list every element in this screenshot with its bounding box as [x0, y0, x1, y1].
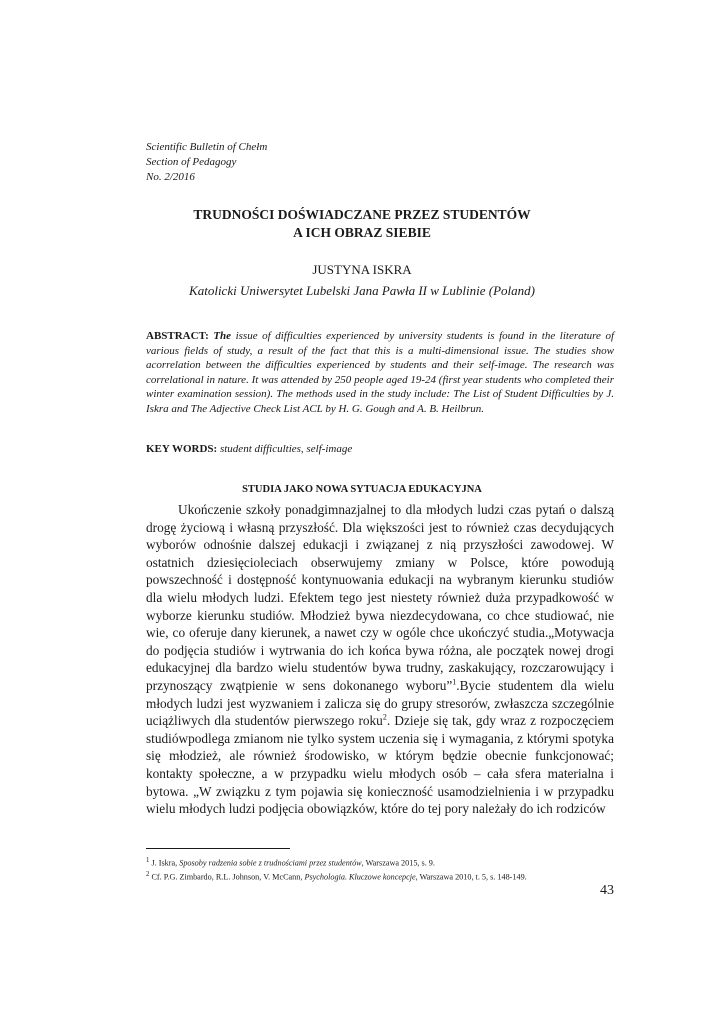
- keywords: [146, 442, 614, 456]
- article-title: [0, 206, 724, 242]
- author-affiliation: Katolicki Uniwersytet Lubelski Jana Pawła II w Lublinie (Poland): [189, 283, 535, 298]
- footnote-ref-1: 1: [452, 677, 457, 687]
- journal-issue: No. 2/2016: [146, 171, 195, 183]
- footnote-1-number: 1: [146, 857, 150, 864]
- title-line-2: A ICH OBRAZ SIEBIE: [293, 225, 431, 240]
- section-heading: STUDIA JAKO NOWA SYTUACJA EDUKACYJNA: [242, 484, 482, 495]
- page-number: 43: [600, 883, 614, 898]
- footnote-1-title: Sposoby radzenia sobie z trudnościami przez studentów: [179, 858, 362, 868]
- abstract-lead: The: [213, 330, 232, 342]
- author-name: JUSTYNA ISKRA: [312, 262, 412, 277]
- footnote-1-author: J. Iskra,: [149, 858, 180, 868]
- footnote-ref-2: 2: [382, 712, 387, 722]
- title-line-1: TRUDNOŚCI DOŚWIADCZANE PRZEZ STUDENTÓW: [193, 207, 531, 222]
- body-part-2: .Bycie studentem dla wielu młodych ludzi jest wyzwaniem i zalicza się do grupy stresorów, zwłaszcza szczególnie uciążliwych dla studentów pierwszego roku: [146, 677, 614, 729]
- footnote-1: [146, 855, 614, 869]
- body-text: [146, 501, 614, 818]
- body-part-1: Ukończenie szkoły ponadgimnazjalnej to dla młodych ludzi czas pytań o dalszą drogę życiową i własną przyszłość. Dla większości jest to również czas decydujących wyborów odnośnie dalszej edukacji i związanej z nią przyszłości zawodowej. W ostatnich dziesięcioleciach obserwujemy zmiany w Polsce, które powodują powszechność i dostępność kontynuowania edukacji na wybranym kierunku studiów dla wielu młodych ludzi. Efektem tego jest niestety również duża przypadkowość w wyborze kierunku studiów. Młodzież bywa niezdecydowana, co chce studiować, nie wie, co oferuje dany kierunek, a nawet czy w ogóle chce ukończyć studia.„Motywacja do podjęcia studiów i wytrwania do ich końca bywa różna, ale początek nowej drogi edukacyjnej dla bardzo wielu studentów bywa trudny, zaskakujący, rozczarowujący i przynoszący zwątpienie w sens dokonanego wyboru”: [146, 502, 614, 693]
- keywords-label: KEY WORDS:: [146, 443, 218, 455]
- abstract-label: ABSTRACT:: [146, 330, 209, 342]
- footnote-1-publication: , Warszawa 2015, s. 9.: [361, 858, 435, 868]
- abstract-text: [146, 330, 614, 415]
- journal-name: Scientific Bulletin of Chełm: [146, 141, 268, 153]
- abstract: [146, 329, 614, 417]
- footnote-2-number: 2: [146, 871, 150, 879]
- abstract-body: issue of difficulties experienced by university students is found in the literature of various fields of study, a result of the fact that this is a multi-dimensional issue. The studies show acorrelation between the difficulties experienced by students and their self-image. The research was correlational in nature. It was attended by 250 people aged 19-24 (first year students who completed their winter examination session). The methods used in the study include: The List of Student Difficulties by J. Iskra and The Adjective Check List ACL by H. G. Gough and A. B. Heilbrun.: [146, 330, 615, 415]
- footnotes: [146, 855, 614, 883]
- footnote-2: [146, 869, 614, 883]
- footnote-2-author: Cf. P.G. Zimbardo, R.L. Johnson, V. McCann,: [149, 872, 305, 882]
- footnote-separator: [146, 848, 290, 849]
- body-part-3: . Dzieje się tak, gdy wraz z rozpoczęciem studiówpodlega zmianom nie tylko system uczenia się i wymagania, z którymi spotyka się młodzież, ale również środowisko, w którym będzie obecnie funkcjonować; kontakty społeczne, a w przypadku wielu młodych osób – cała sfera materialna i bytowa. „W związku z tym pojawia się konieczność usamodzielnienia i w przypadku wielu młodych ludzi podjęcia obowiązków, które do tej pory należały do ich rodziców: [146, 713, 614, 817]
- keywords-value: student difficulties, self-image: [219, 443, 353, 455]
- journal-section: Section of Pedagogy: [146, 156, 237, 168]
- journal-header: [146, 140, 267, 185]
- footnote-2-publication: , Warszawa 2010, t. 5, s. 148-149.: [415, 872, 527, 882]
- footnote-2-title: Psychologia. Kluczowe koncepcje: [304, 872, 416, 882]
- body-paragraph: [146, 501, 614, 818]
